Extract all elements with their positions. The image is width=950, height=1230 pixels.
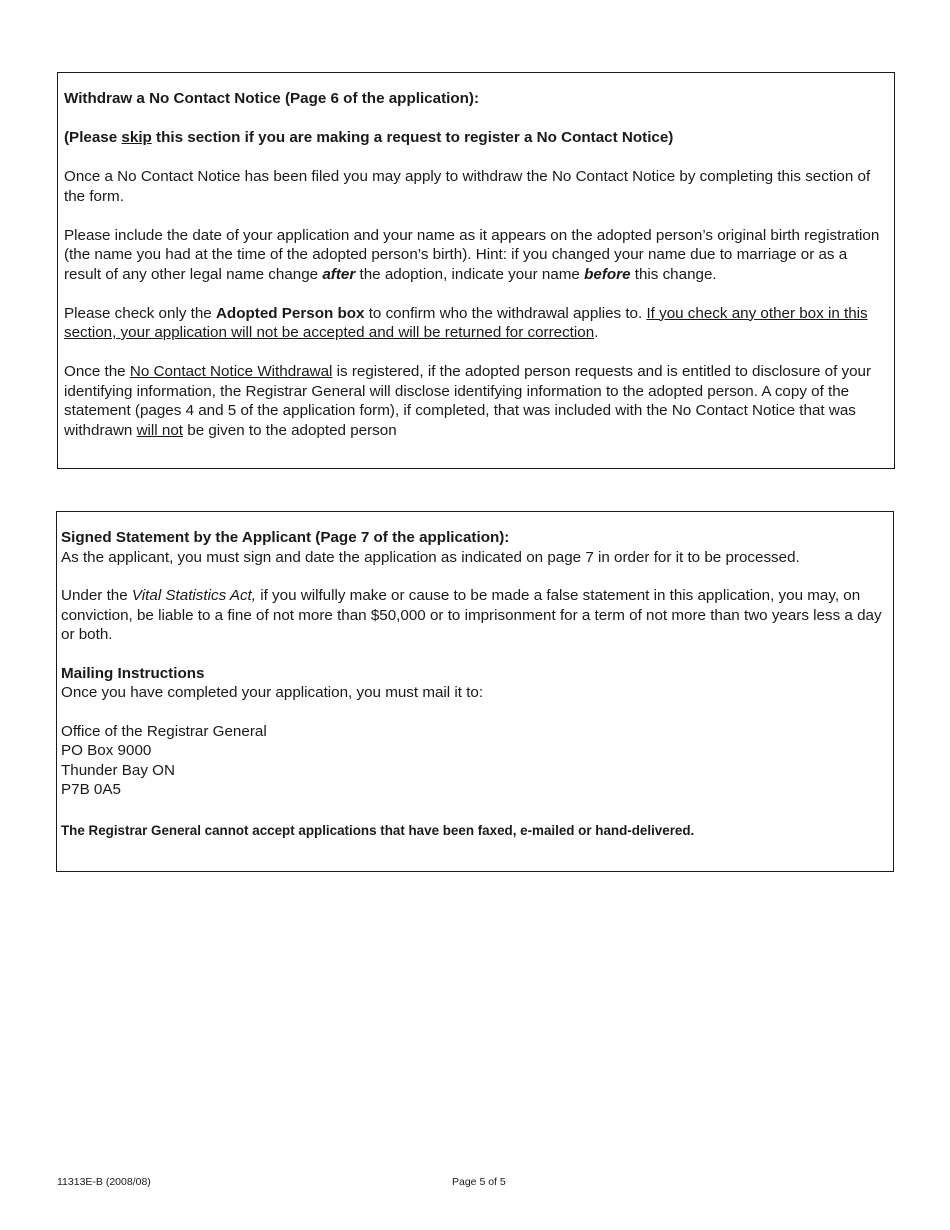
withdraw-para-2: Please include the date of your application and your name as it appears on the adopted person’s original birth registration (the name you had at the time of the adopted person’s birth). Hint: if you changed your name due to marriage or as a result of any other legal name change after the adoption, indicate your name before this change. [64,226,880,283]
address-line: PO Box 9000 [61,742,152,759]
withdraw-heading: Withdraw a No Contact Notice (Page 6 of the application): [64,90,480,107]
signed-heading: Signed Statement by the Applicant (Page 7 of the application): [61,529,510,546]
address-line: P7B 0A5 [61,781,121,798]
mailing-heading: Mailing Instructions [61,664,205,682]
signed-para-2: Under the Vital Statistics Act, if you wilfully make or cause to be made a false statement in this application, you may, on conviction, be liable to a fine of not more than $50,000 or to imprisonment for a term of not more than two years less a day or both. [61,587,882,643]
skip-note: (Please skip this section if you are making a request to register a No Contact Notice) [64,129,674,146]
mailing-address [61,722,885,800]
page-number: Page 5 of 5 [452,1176,506,1188]
signed-para-1: As the applicant, you must sign and date the application as indicated on page 7 in order for it to be processed. [61,548,800,566]
address-line: Thunder Bay ON [61,761,175,779]
withdraw-para-4: Once the No Contact Notice Withdrawal is registered, if the adopted person requests and is entitled to disclosure of your identifying information, the Registrar General will disclose identifying information to the adopted person. A copy of the statement (pages 4 and 5 of the application form), if completed, that was included with the No Contact Notice that was withdrawn will not be given to the adopted person [64,363,872,439]
signed-statement-section [56,511,894,872]
withdraw-section [57,72,895,469]
withdraw-para-3: Please check only the Adopted Person box to confirm who the withdrawal applies to. If you check any other box in this section, your application will not be accepted and will be returned for correction. [64,304,868,341]
mailing-text: Once you have completed your application, you must mail it to: [61,684,484,701]
form-code: 11313E-B (2008/08) [57,1176,151,1188]
submission-notice: The Registrar General cannot accept applications that have been faxed, e-mailed or hand-delivered. [61,822,695,838]
address-line: Office of the Registrar General [61,722,267,740]
withdraw-para-1: Once a No Contact Notice has been filed you may apply to withdraw the No Contact Notice by completing this section of the form. [64,168,871,205]
